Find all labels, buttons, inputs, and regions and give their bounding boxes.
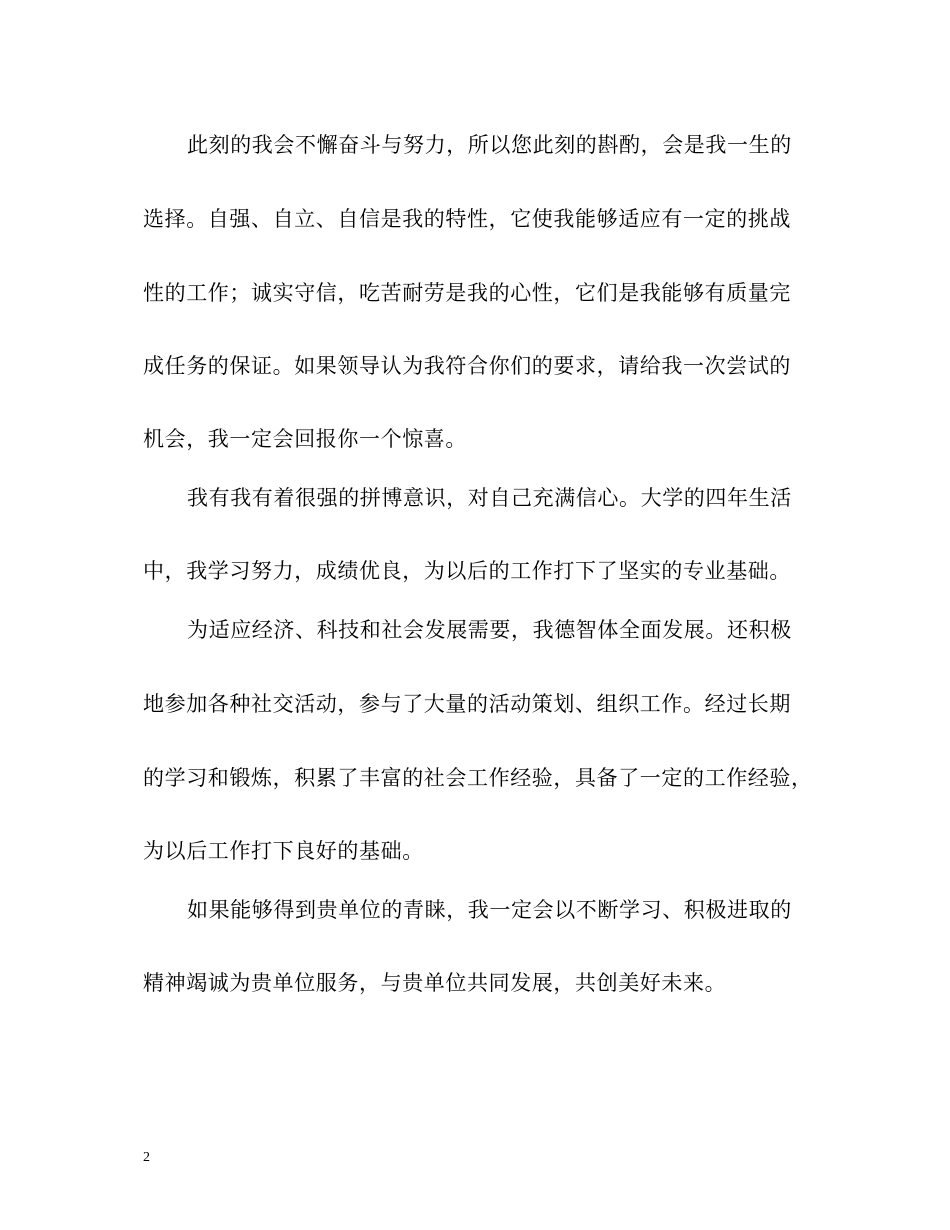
paragraph-4-line-2: 精神竭诚为贵单位服务，与贵单位共同发展，共创美好未来。 [143,971,727,995]
paragraph-3-line-1: 为适应经济、科技和社会发展需要，我德智体全面发展。还积极 [187,618,792,642]
paragraph-1-line-4: 成任务的保证。如果领导认为我符合你们的要求，请给我一次尝试的 [143,354,791,378]
paragraph-3-line-3: 的学习和锻炼，积累了丰富的社会工作经验，具备了一定的工作经验， [143,766,813,790]
paragraph-1-line-1: 此刻的我会不懈奋斗与努力，所以您此刻的斟酌，会是我一生的 [187,133,792,157]
page-number: 2 [143,1150,150,1165]
paragraph-2-line-1: 我有我有着很强的拼博意识，对自己充满信心。大学的四年生活 [187,486,792,510]
paragraph-1-line-2: 选择。自强、自立、自信是我的特性，它使我能够适应有一定的挑战 [143,207,791,231]
paragraph-1-line-3: 性的工作；诚实守信，吃苦耐劳是我的心性，它们是我能够有质量完 [143,281,791,305]
paragraph-3-line-2: 地参加各种社交活动，参与了大量的活动策划、组织工作。经过长期 [143,692,791,716]
paragraph-1-line-5: 机会，我一定会回报你一个惊喜。 [143,427,467,451]
paragraph-4-line-1: 如果能够得到贵单位的青睐，我一定会以不断学习、积极进取的 [187,898,792,922]
paragraph-2-line-2: 中，我学习努力，成绩优良，为以后的工作打下了坚实的专业基础。 [143,559,791,583]
paragraph-3-line-4: 为以后工作打下良好的基础。 [143,839,424,863]
